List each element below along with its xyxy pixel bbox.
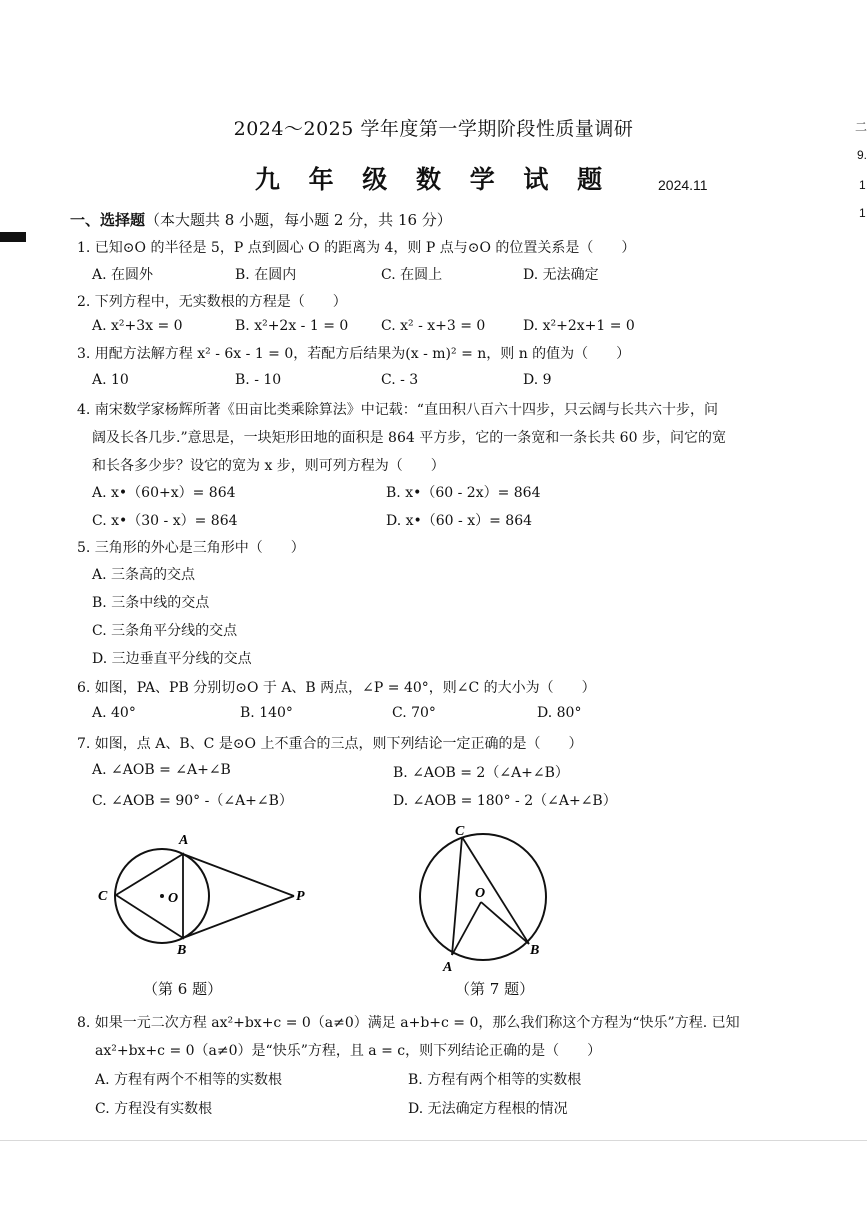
q3-option-d: D. 9: [523, 372, 552, 388]
edge-text-2: 9.: [857, 148, 867, 162]
page-bottom-edge: [0, 1140, 867, 1141]
fig7-label-o: O: [475, 886, 486, 901]
q6-option-d: D. 80°: [537, 705, 582, 721]
exam-date: 2024.11: [658, 177, 708, 193]
q7-option-d: D. ∠AOB = 180° - 2（∠A+∠B）: [393, 793, 617, 809]
question-7: 7. 如图，点 A、B、C 是⊙O 上不重合的三点，则下列结论一定正确的是（ ）: [77, 736, 583, 752]
fig6-center-dot: [160, 894, 164, 898]
fig7-label-a: A: [443, 960, 453, 975]
question-4-line-3: 和长各多少步？设它的宽为 x 步，则可列方程为（ ）: [92, 458, 445, 474]
scan-edge-mark: [0, 232, 26, 242]
q4-option-b: B. x•（60 - 2x）= 864: [386, 485, 541, 501]
fig6-tangent-pb: [183, 896, 294, 938]
figure-7-diagram: [405, 822, 565, 980]
fig6-label-a: A: [179, 833, 189, 848]
question-8-line-2: ax²+bx+c = 0（a≠0）是“快乐”方程，且 a = c，则下列结论正确的是（ ）: [95, 1043, 602, 1059]
q2-option-b: B. x²+2x - 1 = 0: [235, 318, 349, 334]
edge-text-3: 1: [859, 178, 866, 192]
fig7-chord-ca: [452, 837, 462, 955]
fig7-radius-ob: [481, 902, 529, 944]
q8-option-a: A. 方程有两个不相等的实数根: [95, 1072, 283, 1088]
question-8-line-1: 8. 如果一元二次方程 ax²+bx+c = 0（a≠0）满足 a+b+c = 0，那么我们称这个方程为“快乐”方程. 已知: [77, 1015, 740, 1031]
question-6: 6. 如图，PA、PB 分别切⊙O 于 A、B 两点，∠P = 40°，则∠C 的大小为（ ）: [77, 680, 596, 696]
q7-option-a: A. ∠AOB = ∠A+∠B: [92, 762, 231, 778]
q5-option-c: C. 三条角平分线的交点: [92, 623, 238, 639]
q8-option-d: D. 无法确定方程根的情况: [408, 1101, 568, 1117]
figure-6-diagram: [90, 826, 320, 976]
q1-option-c: C. 在圆上: [381, 267, 443, 283]
fig6-label-p: P: [296, 889, 305, 904]
fig6-label-o: O: [168, 891, 179, 906]
q8-option-b: B. 方程有两个相等的实数根: [408, 1072, 582, 1088]
q1-option-d: D. 无法确定: [523, 267, 599, 283]
exam-title: 2024～2025 学年度第一学期阶段性质量调研: [233, 118, 634, 140]
figure-7-caption: （第 7 题）: [455, 980, 535, 998]
q1-option-a: A. 在圆外: [92, 267, 154, 283]
q5-option-b: B. 三条中线的交点: [92, 595, 210, 611]
fig7-label-c: C: [455, 824, 465, 839]
fig7-chord-cb: [462, 837, 529, 944]
q5-option-a: A. 三条高的交点: [92, 567, 196, 583]
question-2: 2. 下列方程中，无实数根的方程是（ ）: [77, 294, 347, 310]
section-heading: [70, 209, 452, 230]
question-4-line-2: 阔及长各几步.”意思是，一块矩形田地的面积是 864 平方步，它的一条宽和一条长共 60 步，问它的宽: [92, 430, 726, 446]
q3-option-b: B. - 10: [235, 372, 282, 388]
q1-option-b: B. 在圆内: [235, 267, 297, 283]
fig6-label-c: C: [98, 889, 108, 904]
exam-subtitle: 九 年 级 数 学 试 题: [254, 165, 613, 194]
q3-option-c: C. - 3: [381, 372, 419, 388]
question-1: 1. 已知⊙O 的半径是 5，P 点到圆心 O 的距离为 4，则 P 点与⊙O 的位置关系是（ ）: [77, 240, 636, 256]
q7-option-b: B. ∠AOB = 2（∠A+∠B）: [393, 765, 569, 781]
q4-option-a: A. x•（60+x）= 864: [92, 485, 236, 501]
question-5: 5. 三角形的外心是三角形中（ ）: [77, 540, 305, 556]
q6-option-c: C. 70°: [392, 705, 436, 721]
question-3: 3. 用配方法解方程 x² - 6x - 1 = 0，若配方后结果为(x - m)² = n，则 n 的值为（ ）: [77, 346, 631, 362]
q5-option-d: D. 三边垂直平分线的交点: [92, 651, 252, 667]
section-title: 一、选择题: [70, 211, 146, 229]
figure-6-caption: （第 6 题）: [143, 980, 223, 998]
section-note: （本大题共 8 小题，每小题 2 分，共 16 分）: [145, 211, 452, 229]
edge-text-1: 二: [855, 120, 867, 134]
q8-option-c: C. 方程没有实数根: [95, 1101, 213, 1117]
q2-option-d: D. x²+2x+1 = 0: [523, 318, 635, 334]
q2-option-a: A. x²+3x = 0: [92, 318, 183, 334]
q6-option-a: A. 40°: [92, 705, 136, 721]
q4-option-d: D. x•（60 - x）= 864: [386, 513, 533, 529]
q6-option-b: B. 140°: [240, 705, 293, 721]
q2-option-c: C. x² - x+3 = 0: [381, 318, 486, 334]
fig6-label-b: B: [177, 943, 187, 958]
q7-option-c: C. ∠AOB = 90° -（∠A+∠B）: [92, 793, 293, 809]
question-4-line-1: 4. 南宋数学家杨辉所著《田亩比类乘除算法》中记载：“直田积八百六十四步，只云阔与长共六十步，问: [77, 402, 718, 418]
fig6-tangent-pa: [183, 854, 294, 896]
q4-option-c: C. x•（30 - x）= 864: [92, 513, 238, 529]
fig7-label-b: B: [530, 943, 540, 958]
edge-text-4: 1: [859, 206, 866, 220]
q3-option-a: A. 10: [92, 372, 129, 388]
